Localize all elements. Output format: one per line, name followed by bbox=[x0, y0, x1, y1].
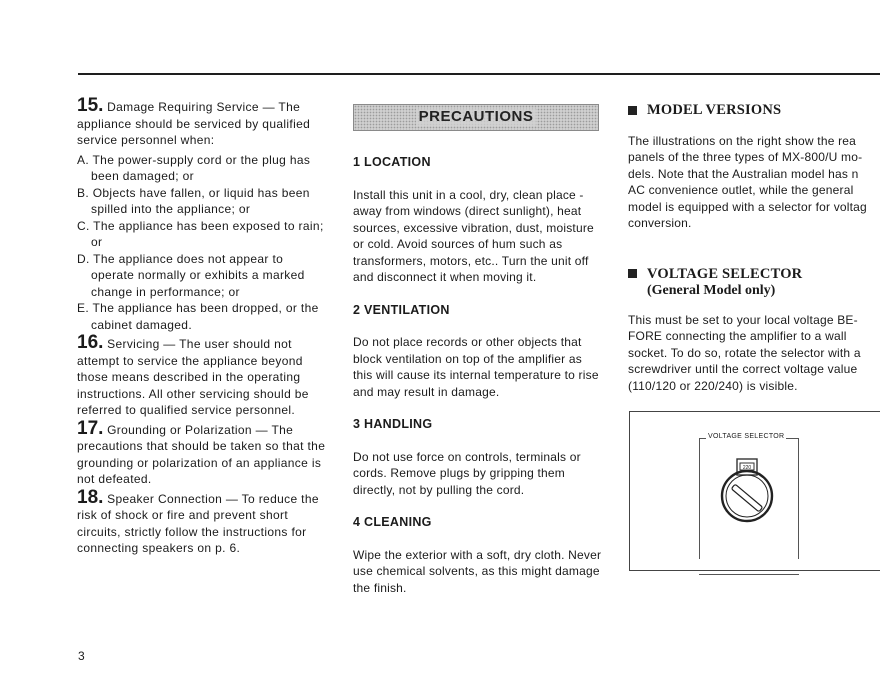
section-heading-ventilation: 2 VENTILATION bbox=[353, 302, 450, 317]
voltage-selector-label: VOLTAGE SELECTOR bbox=[708, 433, 785, 440]
paragraph-line: screwdriver until the correct voltage value bbox=[628, 362, 858, 376]
voltage-selector-figure bbox=[629, 411, 880, 571]
paragraph-line: This must be set to your local voltage BE- bbox=[628, 312, 858, 327]
voltage-selector-subheading: (General Model only) bbox=[647, 283, 776, 298]
precautions-banner bbox=[353, 104, 599, 131]
list-item: C. The appliance has been exposed to rain; or bbox=[77, 218, 324, 249]
item-number: 16. bbox=[77, 332, 104, 353]
paragraph-line: dels. Note that the Australian model has n bbox=[628, 166, 859, 181]
condition-list bbox=[77, 152, 329, 334]
paragraph-line: panels of the three types of MX-800/U mo- bbox=[628, 150, 863, 164]
precautions-column bbox=[353, 104, 603, 612]
paragraph-line: conversion. bbox=[628, 216, 692, 230]
list-item: B. Objects have fallen, or liquid has been spilled into the appliance; or bbox=[77, 185, 310, 216]
paragraph-line: model is equipped with a selector for voltag bbox=[628, 199, 867, 214]
item-text: Damage Requiring Service — The appliance should be serviced by qualified service personnel when: bbox=[77, 100, 311, 147]
section-heading-location: 1 LOCATION bbox=[353, 155, 431, 169]
section-body-handling: Do not use force on controls, terminals or cords. Remove plugs by gripping them directly, not by pulling the cord. bbox=[353, 449, 581, 497]
paragraph-line: socket. To do so, rotate the selector with a bbox=[628, 345, 861, 360]
list-item: A. The power-supply cord or the plug has been damaged; or bbox=[77, 152, 311, 183]
banner-title: PRECAUTIONS bbox=[416, 109, 537, 126]
paragraph-line: FORE connecting the amplifier to a wall bbox=[628, 329, 847, 343]
item-text: Servicing — The user should not attempt to service the appliance beyond those means described in the operating instructions. All other servicing should be referred to qualified service personnel. bbox=[77, 337, 309, 417]
list-item: D. The appliance does not appear to operate normally or exhibits a marked change in performance; or bbox=[77, 251, 305, 299]
item-number: 15. bbox=[77, 95, 104, 116]
item-number: 17. bbox=[77, 417, 104, 439]
section-heading-cleaning: 4 CLEANING bbox=[353, 515, 432, 529]
paragraph-line: AC convenience outlet, while the general bbox=[628, 183, 854, 197]
section-body-cleaning: Wipe the exterior with a soft, dry cloth. Never use chemical solvents, as this might damage the finish. bbox=[353, 547, 602, 595]
item-15 bbox=[77, 95, 329, 333]
square-bullet-icon bbox=[628, 269, 637, 278]
page-number: 3 bbox=[78, 649, 85, 663]
voltage-selector-heading bbox=[628, 266, 880, 283]
voltage-window-text: 220 bbox=[742, 465, 752, 471]
section-body-location: Install this unit in a cool, dry, clean place - away from windows (direct sunlight), heat sources, excessive vibration, dust, moisture or cold. Avoid sources of hum such as transformers, motors, etc.. Turn the unit off and disconnect it when moving it. bbox=[353, 187, 594, 284]
section-body-ventilation: Do not place records or other objects that block ventilation on top of the amplifier as this will cause its internal temperature to rise and may result in damage. bbox=[353, 335, 599, 399]
paragraph-line: The illustrations on the right show the rea bbox=[628, 133, 857, 148]
list-item: E. The appliance has been dropped, or the cabinet damaged. bbox=[77, 301, 319, 332]
item-number: 18. bbox=[77, 486, 104, 508]
voltage-selector-dial-icon bbox=[714, 456, 780, 526]
heading-text: MODEL VERSIONS bbox=[647, 102, 782, 118]
model-versions-heading bbox=[628, 102, 880, 119]
model-info-column bbox=[628, 102, 880, 394]
section-heading-handling: 3 HANDLING bbox=[353, 417, 433, 431]
item-18 bbox=[77, 486, 329, 557]
safety-instructions-column bbox=[77, 95, 329, 559]
square-bullet-icon bbox=[628, 106, 637, 115]
item-text: Speaker Connection — To reduce the risk of shock or fire and prevent short circuits, strictly follow the instructions for connecting speakers on p. 6. bbox=[77, 491, 319, 555]
item-16 bbox=[77, 332, 329, 419]
paragraph-line: (110/120 or 220/240) is visible. bbox=[628, 378, 798, 393]
header-rule bbox=[78, 73, 880, 75]
item-text: Grounding or Polarization — The precautions that should be taken so that the grounding or polarization of an appliance is not defeated. bbox=[77, 422, 326, 486]
heading-text: VOLTAGE SELECTOR bbox=[647, 265, 803, 282]
item-17 bbox=[77, 417, 329, 488]
